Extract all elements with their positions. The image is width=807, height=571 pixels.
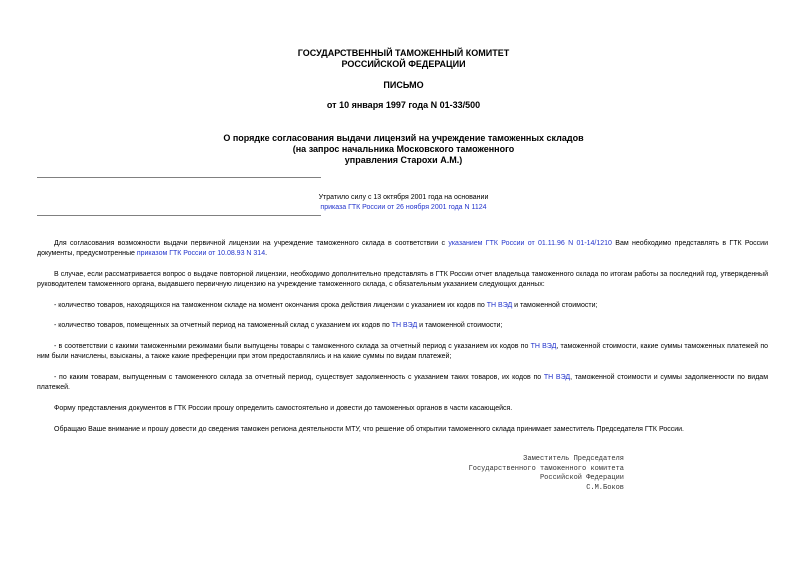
b2-link[interactable]: ТН ВЭД xyxy=(391,322,418,329)
p1-link-2[interactable]: приказом ГТК России от 10.08.93 N 314 xyxy=(136,250,266,257)
paragraph-3: Форму представления документов в ГТК России прошу определить самостоятельно и довести до таможенных органов в части касающейся. xyxy=(54,405,513,412)
b1-text-a: - количество товаров, находящихся на таможенном складе на момент окончания срока действия лицензии с указанием их кодов по xyxy=(54,302,487,309)
status-link[interactable]: приказа ГТК России от 26 ноября 2001 года N 1124 xyxy=(320,204,487,211)
b4-link[interactable]: ТН ВЭД xyxy=(543,374,571,381)
signature-line3: Российской Федерации xyxy=(539,474,624,482)
paragraph-1 xyxy=(37,239,768,259)
p1-link-1[interactable]: указанием ГТК России от 01.11.96 N 01-14/1210 xyxy=(448,240,612,247)
b2-text-a: - количество товаров, помещенных за отчетный период на таможенный склад с указанием их кодов по xyxy=(54,322,392,329)
b3-text-b: , таможенной стоимости, какие суммы таможенных платежей по ним были начислены, взысканы, а также какие преференции при этом предоставлялись и на какие суммы по видам платежей; xyxy=(37,343,769,360)
b2-text-b: и таможенной стоимости; xyxy=(417,322,503,329)
bullet-4 xyxy=(37,373,768,393)
bullet-1 xyxy=(37,301,768,311)
signature-line2: Государственного таможенного комитета xyxy=(468,464,624,473)
signature-line1: Заместитель Председателя xyxy=(523,455,624,463)
p1-text-a: Для согласования возможности выдачи первичной лицензии на учреждение таможенного склада в соответствии с xyxy=(54,240,449,247)
signature-block xyxy=(420,455,624,493)
bullet-2 xyxy=(37,321,768,331)
b1-text-b: и таможенной стоимости; xyxy=(512,302,598,309)
p1-text-c: . xyxy=(265,250,268,257)
divider-top xyxy=(37,177,321,178)
paragraph-2: В случае, если рассматривается вопрос о выдаче повторной лицензии, необходимо дополнительно представлять в ГТК России отчет владельца таможенного склада по итогам работы за последний год, утвержденный руководителем таможенного органа, выдавшего первичную лицензию на учреждение таможенного склада, с обязательным указанием следующих данных: xyxy=(37,271,768,288)
signature-line4: С.М.Боков xyxy=(586,483,624,492)
doc-date: от 10 января 1997 года N 01-33/500 xyxy=(326,100,481,110)
header-org-line2: РОССИЙСКОЙ ФЕДЕРАЦИИ xyxy=(341,59,466,69)
paragraph-4: Обращаю Ваше внимание и прошу довести до сведения таможен региона деятельности МТУ, что решение об открытии таможенного склада принимает заместитель Председателя ГТК России. xyxy=(54,426,684,433)
doc-type: ПИСЬМО xyxy=(383,80,424,90)
p1-text-b: Вам необходимо представлять в ГТК России документы, предусмотренные xyxy=(37,240,768,257)
b4-text-a: - по каким товарам, выпущенным с таможенного склада за отчетный период, существует задолженность с указанием таких товаров, их кодов по xyxy=(54,374,544,381)
b3-link[interactable]: ТН ВЭД xyxy=(530,343,557,350)
b3-text-a: - в соответствии с какими таможенными режимами были выпущены товары с таможенного склада за отчетный период с указанием их кодов по xyxy=(54,343,531,350)
status-note: Утратило силу с 13 октября 2001 года на основании xyxy=(318,194,489,201)
doc-title-line2: (на запрос начальника Московского таможенного xyxy=(292,144,515,154)
doc-title-line1: О порядке согласования выдачи лицензий на учреждение таможенных складов xyxy=(223,133,584,143)
bullet-3 xyxy=(37,342,768,362)
b1-link[interactable]: ТН ВЭД xyxy=(486,302,513,309)
divider-bottom xyxy=(37,215,321,216)
b4-text-b: , таможенной стоимости и суммы задолженности по видам платежей. xyxy=(37,374,769,391)
doc-title-line3: управления Старохи А.М.) xyxy=(344,155,463,165)
header-org-line1: ГОСУДАРСТВЕННЫЙ ТАМОЖЕННЫЙ КОМИТЕТ xyxy=(297,48,510,58)
